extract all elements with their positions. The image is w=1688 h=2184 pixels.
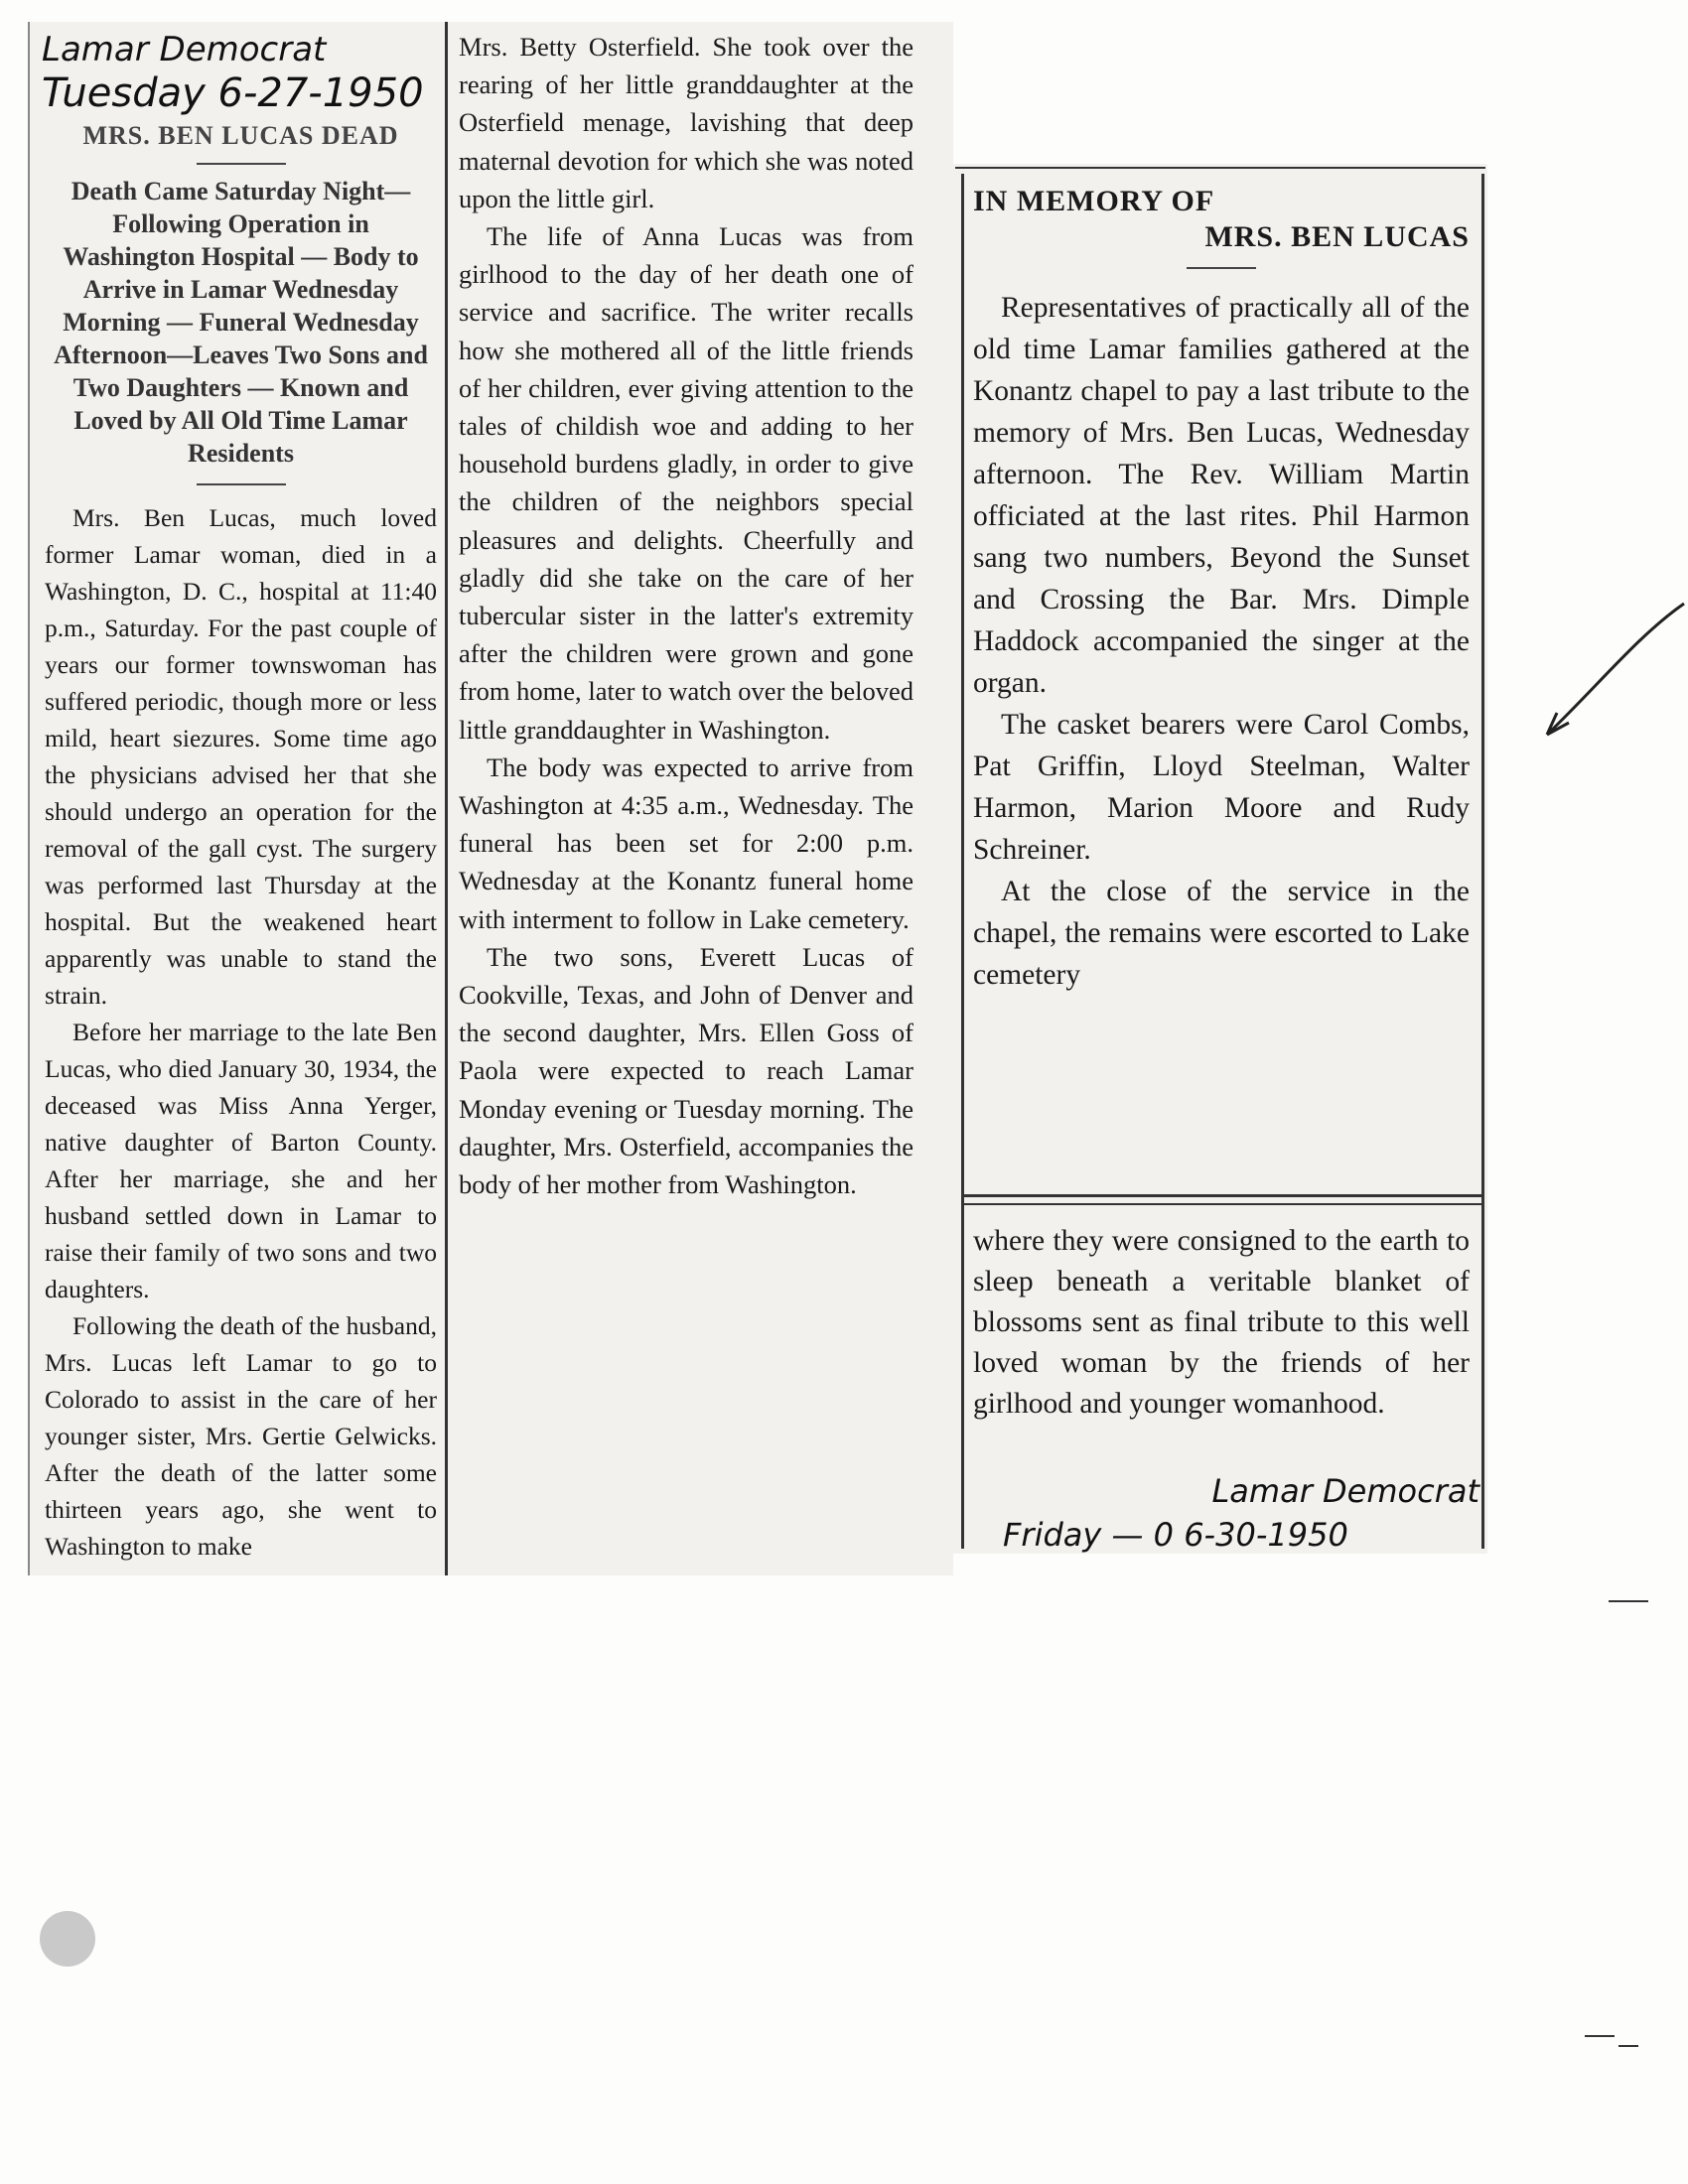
paragraph: The two sons, Everett Lucas of Cookville, Texas, and John of Denver and the second daughter, Mrs. Ellen Goss of Paola were expected to reach Lamar Monday evening or Tuesday morning. The daughter, Mrs. Osterfield, accompanies the body of her mother from Washington.	[459, 941, 914, 1200]
paragraph: Before her marriage to the late Ben Lucas, who died January 30, 1934, the deceased was Miss Anna Yerger, native daughter of Barton County. After her marriage, she and her husband settled down in Lamar to raise their family of two sons and two daughters.	[45, 1018, 437, 1303]
stray-mark	[1585, 2035, 1615, 2037]
handwritten-source-top	[42, 28, 439, 115]
handwritten-source-bottom	[1003, 1469, 1479, 1557]
handwritten-date: Friday — 0 6-30-1950	[1003, 1516, 1348, 1554]
headline: MRS. BEN LUCAS DEAD	[82, 121, 399, 150]
paragraph: The body was expected to arrive from Washington at 4:35 a.m., Wednesday. The funeral has been set for 2:00 p.m. Wednesday at the Konantz funeral home with interment to follow in Lake cemetery.	[459, 751, 914, 934]
paragraph: Mrs. Ben Lucas, much loved former Lamar woman, died in a Washington, D. C., hospital at 11:40 p.m., Saturday. For the past couple of years our former townswoman has suffered periodic, though more or less mild, heart siezures. Some time ago the physicians advised her that she should undergo an operation for the removal of the gall cyst. The surgery was performed last Thursday at the hospital. But the weakened heart apparently was unable to stand the strain.	[45, 503, 437, 1010]
paragraph: Following the death of the husband, Mrs. Lucas left Lamar to go to Colorado to assist in the care of her younger sister, Mrs. Gertie Gelwicks. After the death of the latter some thirteen years ago, she went to Washington to make	[45, 1311, 437, 1561]
subheadline: Death Came Saturday Night—Following Operation in Washington Hospital — Body to Arrive in Lamar Wednesday Morning — Funeral Wednesday Afternoon—Leaves Two Sons and Two Daughters — Known and Loved by All Old Time Lamar Residents	[54, 177, 428, 468]
headline-line1: IN MEMORY OF	[973, 185, 1215, 217]
top-rule	[955, 167, 1485, 169]
paragraph: where they were consigned to the earth to sleep beneath a veritable blanket of blossoms sent as final tribute to this well loved woman by the friends of her girlhood and younger womanhood.	[973, 1225, 1470, 1420]
box-rule-right	[1481, 174, 1484, 1549]
handwritten-paper-name: Lamar Democrat	[42, 30, 327, 69]
separator-rule	[961, 1194, 1484, 1197]
handwritten-date: Tuesday 6-27-1950	[42, 70, 424, 116]
separator-rule	[961, 1203, 1484, 1205]
in-memory-body	[973, 287, 1470, 996]
paragraph: Representatives of practically all of the old time Lamar families gathered at the Konantz chapel to pay a last tribute to the memory of Mrs. Ben Lucas, Wednesday afternoon. The Rev. William Martin officiated at the last rites. Phil Harmon sang two numbers, Beyond the Sunset and Crossing the Bar. Mrs. Dimple Haddock accompanied the singer at the organ.	[973, 292, 1470, 699]
checkmark-icon	[1539, 596, 1688, 754]
divider	[197, 163, 286, 165]
paragraph: At the close of the service in the chapel, the remains were escorted to Lake cemetery	[973, 876, 1470, 991]
obituary-body-col2	[459, 28, 914, 1203]
handwritten-paper-name: Lamar Democrat	[1211, 1472, 1479, 1510]
box-rule-left	[961, 174, 964, 1549]
obituary-body-col1	[45, 499, 437, 1565]
article-obituary-col2	[459, 28, 914, 1203]
stray-mark	[1618, 2045, 1638, 2047]
divider	[1187, 267, 1256, 269]
paragraph: The life of Anna Lucas was from girlhood to the day of her death one of service and sacrifice. The writer recalls how she mothered all of the little friends of her children, ever giving attention to the tales of childish woe and adding to her household burdens gladly, in order to give the children of the neighbors special pleasures and delights. Cheerfully and gladly did she take on the care of her tubercular sister in the latter's extremity after the children were grown and gone from home, later to watch over the beloved little granddaughter in Washington.	[459, 221, 914, 745]
headline-line2: MRS. BEN LUCAS	[1204, 220, 1470, 253]
paragraph: The casket bearers were Carol Combs, Pat Griffin, Lloyd Steelman, Walter Harmon, Marion Moore and Rudy Schreiner.	[973, 709, 1470, 866]
paragraph: Mrs. Betty Osterfield. She took over the rearing of her little granddaughter at the Osterfield menage, lavishing that deep maternal devotion for which she was noted upon the little girl.	[459, 32, 914, 213]
article-obituary-col1	[45, 119, 437, 1565]
article-in-memory-lower	[973, 1221, 1470, 1425]
binder-hole-bottom	[40, 1911, 95, 1967]
column-rule	[28, 22, 30, 1575]
article-in-memory-upper	[973, 184, 1470, 996]
column-rule	[445, 22, 448, 1575]
divider	[197, 483, 286, 485]
in-memory-continued	[973, 1221, 1470, 1425]
stray-mark	[1609, 1600, 1648, 1602]
